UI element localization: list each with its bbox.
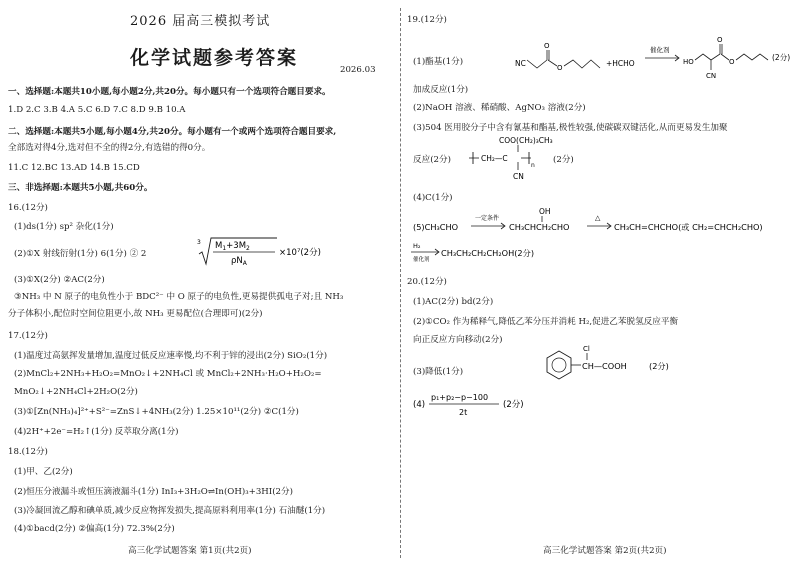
svg-text:H₂: H₂	[413, 242, 421, 250]
section-1-answers: 1.D 2.C 3.B 4.A 5.C 6.D 7.C 8.D 9.B 10.A	[8, 105, 186, 115]
svg-text:催化剂: 催化剂	[413, 257, 430, 263]
q18-heading: 18.(12分)	[8, 447, 48, 457]
q20-part2-line1: (2)①CO₂ 作为稀释气,降低乙苯分压并消耗 H₂,促进乙苯脱氢反应平衡	[413, 317, 679, 327]
svg-text:CH₃CH₂CH₂CH₂OH(2分): CH₃CH₂CH₂CH₂OH(2分)	[441, 248, 535, 258]
svg-text:+HCHO: +HCHO	[606, 59, 635, 68]
svg-text:O: O	[544, 42, 550, 50]
q17-part4: (4)2H⁺+2e⁻=H₂↑(1分) 反萃取分离(1分)	[14, 427, 179, 437]
q18-part2: (2)恒压分液漏斗或恒压滴液漏斗(1分) InI₃+3H₂O⇌In(OH)₃+3HI(2分)	[14, 487, 293, 497]
q17-part2-line1: (2)MnCl₂+2NH₃+H₂O₂=MnO₂↓+2NH₄Cl 或 MnCl₂+2NH₃·H₂O+H₂O₂=	[14, 369, 322, 379]
q16-heading: 16.(12分)	[8, 203, 48, 213]
svg-text:CN: CN	[706, 72, 717, 80]
q19-polymer-structure	[463, 134, 623, 184]
svg-text:CH—COOH: CH—COOH	[582, 361, 627, 371]
q16-part2-text: (2)①X 射线衍射(1分) 6(1分) ② 2	[14, 249, 147, 259]
q19-part3-line1: (3)504 医用胶分子中含有氰基和酯基,极性较强,使碳碳双键活化,从而更易发生加聚	[413, 123, 728, 133]
svg-text:一定条件: 一定条件	[475, 215, 500, 222]
q19-part3-line2: 反应(2分)	[413, 155, 451, 165]
svg-text:n: n	[531, 162, 535, 169]
q16-part2	[14, 248, 146, 260]
page-footer-right: 高三化学试题答案 第2页(共2页)	[543, 546, 667, 556]
q19-part4: (4)C(1分)	[413, 193, 453, 203]
document-title: 化学试题参考答案	[130, 47, 299, 69]
svg-text:ρNA: $\rho N_A$	[231, 256, 247, 267]
svg-text:(2分): (2分)	[772, 53, 791, 62]
page-footer-left: 高三化学试题答案 第1页(共2页)	[128, 546, 252, 556]
svg-text:NC: NC	[515, 59, 526, 68]
q16-part3-c-line2: 分子体积小,配位时空间位阻更小,故 NH₃ 更易配位(合理即可)(2分)	[8, 309, 263, 319]
q19-reaction-scheme	[513, 28, 798, 80]
svg-text:OH: OH	[539, 207, 551, 216]
exam-date: 2026.03	[340, 65, 376, 75]
q20-part4-fraction	[413, 390, 613, 424]
q20-part2-line2: 向正反应方向移动(2分)	[413, 335, 503, 345]
q19-part3-structure-score: (2分)	[553, 155, 574, 165]
q20-heading: 20.(12分)	[407, 277, 447, 287]
svg-text:CN: CN	[513, 172, 524, 181]
svg-text:CH₃CHCH₂CHO: CH₃CHCH₂CHO	[509, 222, 570, 232]
q19-synthesis-route	[411, 206, 799, 264]
q17-part2-line2: MnO₂↓+2NH₄Cl+2H₂O(2分)	[14, 387, 138, 397]
q19-part2: (2)NaOH 溶液、稀硝酸、AgNO₃ 溶液(2分)	[413, 103, 586, 113]
q20-part1: (1)AC(2分) bd(2分)	[413, 297, 494, 307]
q18-part3: (3)冷凝回流乙醇和碘单质,减少反应物挥发损失,提高原料利用率(1分) 石油醚(1分)	[14, 506, 326, 516]
svg-text:COO(CH₂)₃CH₃: COO(CH₂)₃CH₃	[499, 136, 553, 145]
q20-part3: (3)降低(1分)	[413, 367, 464, 377]
svg-text:Cl: Cl	[583, 345, 590, 353]
svg-text:HO: HO	[683, 58, 694, 66]
q17-part3: (3)①[Zn(NH₃)₄]²⁺+S²⁻=ZnS↓+4NH₃(2分) 1.25×10¹¹(2分) ②C(1分)	[14, 407, 299, 417]
svg-text:(4): (4)	[413, 400, 426, 410]
q19-heading: 19.(12分)	[407, 15, 447, 25]
q17-part1: (1)温度过高氨挥发量增加,温度过低反应速率慢,均不利于锌的浸出(2分) SiO₂(1分)	[14, 351, 328, 361]
q19-part1: (1)酯基(1分)	[413, 57, 464, 67]
svg-text:CH₂—C: CH₂—C	[481, 154, 508, 163]
svg-text:3: 3	[197, 239, 201, 246]
svg-text:M1+3M2: $M_1+3M_2$	[215, 241, 250, 252]
svg-text:O: O	[717, 36, 723, 44]
svg-text:△: △	[595, 214, 601, 222]
column-divider	[400, 8, 401, 558]
svg-text:2t: 2t	[459, 408, 468, 417]
q18-part4: (4)①bacd(2分) ②偏高(1分) 72.3%(2分)	[14, 524, 175, 534]
svg-text:催化剂: 催化剂	[650, 46, 670, 54]
q20-product-structure	[531, 342, 731, 388]
section-3-heading: 三、非选择题:本题共5小题,共60分。	[8, 183, 153, 193]
q17-heading: 17.(12分)	[8, 331, 48, 341]
svg-text:O: O	[557, 64, 563, 72]
exam-header: 2026 届高三模拟考试	[130, 14, 271, 29]
svg-text:(2分): (2分)	[649, 361, 669, 371]
svg-text:CH₃CH=CHCHO(或 CH₂=CHCH₂CHO): CH₃CH=CHCHO(或 CH₂=CHCH₂CHO)	[614, 222, 763, 232]
section-1-heading: 一、选择题:本题共10小题,每小题2分,共20分。每小题只有一个选项符合题目要求。	[8, 87, 331, 97]
svg-text:p₁+p₂−p−100: p₁+p₂−p−100	[431, 393, 489, 402]
svg-text:×10⁷(2分): ×10⁷(2分)	[279, 248, 321, 258]
section-2-heading-line2: 全部选对得4分,选对但不全的得2分,有选错的得0分。	[8, 143, 211, 153]
svg-text:(5)CH₃CHO: (5)CH₃CHO	[413, 222, 459, 232]
svg-text:O: O	[729, 58, 735, 66]
q16-part1: (1)ds(1分) sp² 杂化(1分)	[14, 222, 114, 232]
q18-part1: (1)甲、乙(2分)	[14, 467, 73, 477]
svg-text:(2分): (2分)	[503, 400, 524, 410]
q19-reaction-type: 加成反应(1分)	[413, 85, 469, 95]
section-2-heading-line1: 二、选择题:本题共5小题,每小题4分,共20分。每小题有一个或两个选项符合题目要求,	[8, 127, 337, 137]
section-2-answers: 11.C 12.BC 13.AD 14.B 15.CD	[8, 163, 140, 173]
q16-density-formula	[197, 234, 397, 268]
q16-part3: (3)①X(2分) ②AC(2分)	[14, 275, 105, 285]
q16-part3-c-line1: ③NH₃ 中 N 原子的电负性小于 BDC²⁻ 中 O 原子的电负性,更易提供孤电子对;且 NH₃	[14, 292, 344, 302]
